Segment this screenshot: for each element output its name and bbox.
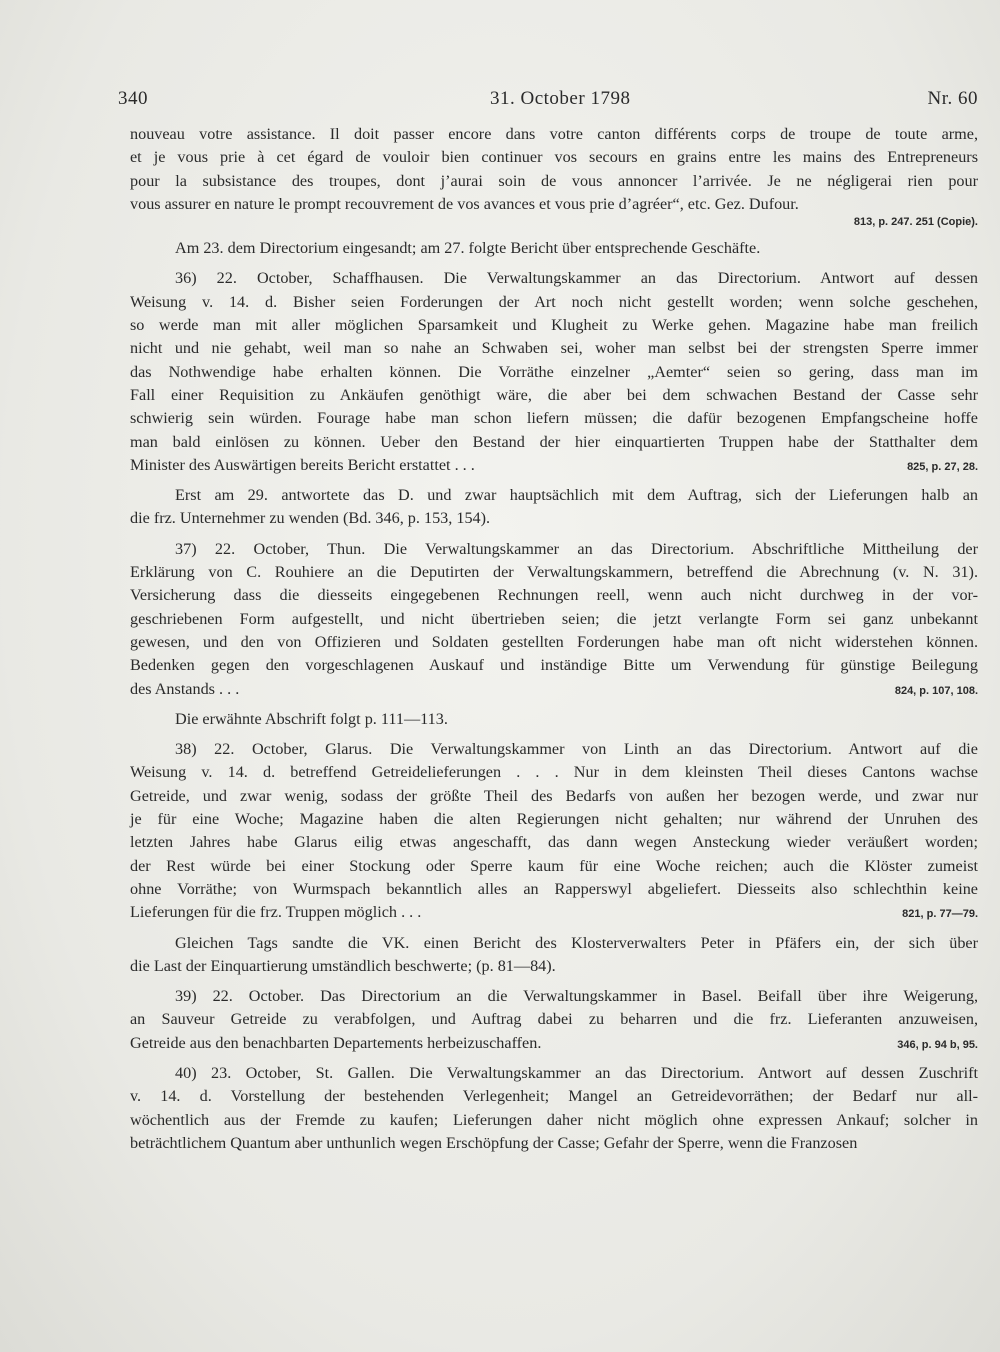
paragraph — [130, 1062, 978, 1155]
archive-reference: 825, p. 27, 28. — [907, 460, 978, 473]
archive-reference: 821, p. 77—79. — [902, 908, 978, 921]
text-line: Gleichen Tags sandte die VK. einen Bericht des Klosterverwalters Peter in Pfäfers ein, der sich über — [175, 933, 978, 952]
paragraph — [130, 985, 978, 1055]
text-line: Getreide aus den benachbarten Departements herbeizuschaffen. 346, p. 94 b, 95. — [130, 1032, 978, 1055]
text-line: ohne Vorräthe; von Wurmspach bekanntlich alles an Rapperswyl abgeliefert. Diesseits also schlechthin keine — [130, 879, 978, 898]
header-date: 31. October 1798 — [490, 88, 631, 109]
archive-reference: 813, p. 247. 251 (Copie). — [853, 216, 978, 229]
paragraph — [130, 123, 978, 230]
text-line: Fall einer Requisition zu Ankäufen genöthigt wäre, die aber bei dem schwachen Bestand der Casse sehr — [130, 385, 978, 404]
archive-reference: 346, p. 94 b, 95. — [897, 1038, 978, 1051]
paragraph — [130, 708, 978, 731]
text-line: an Sauveur Getreide zu verabfolgen, und Auftrag dabei zu beharren und die frz. Lieferanten anzuweisen, — [130, 1010, 978, 1029]
paragraph — [130, 932, 978, 979]
text-line: die Last der Einquartierung umständlich beschwerte; (p. 81—84). — [130, 956, 556, 975]
text-line: Am 23. dem Directorium eingesandt; am 27. folgte Bericht über entsprechende Geschäfte. — [175, 239, 761, 258]
page-number: 340 — [118, 88, 148, 109]
text-line: der Rest würde bei einer Stockung oder Sperre kaum für eine Woche reichen; auch die Klöster zumeist — [130, 856, 978, 875]
text-line: v. 14. d. Vorstellung der bestehenden Verlegenheit; Mangel an Getreidevorräthen; der Bedarf nur all- — [130, 1087, 978, 1106]
paragraph — [130, 267, 978, 477]
paragraph — [130, 738, 978, 924]
text-line: Versicherung dass die diesseits eingegebenen Rechnungen reell, wenn auch nicht durchweg in der vor- — [130, 586, 978, 605]
text-line: Erst am 29. antwortete das D. und zwar hauptsächlich mit dem Auftrag, sich der Lieferungen halb an — [175, 486, 978, 505]
running-header — [118, 88, 978, 114]
page-body — [130, 123, 978, 1155]
text-line: beträchtlichem Quantum aber unthunlich wegen Erschöpfung der Casse; Gefahr der Sperre, wenn die Franzosen — [130, 1133, 858, 1152]
text-line: so werde man mit aller möglichen Sparsamkeit und Klugheit zu Werke gehen. Magazine habe man freilich — [130, 316, 978, 335]
text-line: Bedenken gegen den vorgeschlagenen Auskauf und inständige Bitte um Verwendung für günstige Beilegung — [130, 656, 978, 675]
text-line: Getreide, und zwar wenig, sodass der größte Theil des Bedarfs von außen her bezogen werde, und zwar nur — [130, 786, 978, 805]
archive-reference: 824, p. 107, 108. — [894, 684, 978, 697]
text-line: Weisung v. 14. d. Bisher seien Forderungen der Art noch nicht gestellt worden; wenn solche geschehen, — [130, 292, 978, 311]
document-number: Nr. 60 — [927, 88, 978, 109]
text-line: 39) 22. October. Das Directorium an die Verwaltungskammer in Basel. Beifall über ihre Weigerung, — [175, 987, 978, 1006]
text-line: Die erwähnte Abschrift folgt p. 111—113. — [175, 709, 448, 728]
text-line: Erklärung von C. Rouhiere an die Deputirten der Verwaltungskammern, betreffend die Abrechnung (v. N. 31). — [130, 563, 978, 582]
text-line: das Nothwendige habe erhalten können. Die Vorräthe einzelner „Aemter“ seien so gering, dass man im — [130, 362, 978, 381]
text-line: Weisung v. 14. d. betreffend Getreidelieferungen . . . Nur in dem kleinsten Theil dieses Cantons wachse — [130, 763, 978, 782]
paragraph — [130, 237, 978, 260]
text-line: Minister des Auswärtigen bereits Bericht erstattet . . . 825, p. 27, 28. — [130, 454, 978, 477]
paragraph — [130, 538, 978, 701]
text-line: schwierig sein würden. Fourage habe man schon liefern müssen; die dafür bezogenen Empfangscheine hoffe — [130, 409, 978, 428]
text-line: pour la subsistance des troupes, dont j’aurai soin de vous annoncer l’arrivée. Je ne négligerai rien pour — [130, 171, 978, 190]
text-line: wöchentlich aus der Fremde zu kaufen; Lieferungen daher nicht möglich ohne expressen Ankauf; solcher in — [130, 1110, 978, 1129]
text-line: nouveau votre assistance. Il doit passer encore dans votre canton différents corps de troupe de toute arme, — [130, 125, 978, 143]
text-line: je für eine Woche; Magazine haben die alten Regierungen nicht gehalten; nur während der Unruhen des — [130, 810, 978, 829]
text-line: geschriebenen Form aufgestellt, und nicht übertrieben seien; die jetzt verlangte Form sei ganz unbekannt — [130, 609, 978, 628]
paragraph — [130, 484, 978, 531]
text-line: Lieferungen für die frz. Truppen möglich . . . 821, p. 77—79. — [130, 901, 978, 924]
text-line: letzten Jahres habe Glarus eilig etwas angeschafft, das dann wegen Ansteckung wieder veräußert worden; — [130, 833, 978, 852]
text-line: man bald einlösen zu können. Ueber den Bestand der hier einquartierten Truppen habe der Statthalter dem — [130, 432, 978, 451]
text-line: 36) 22. October, Schaffhausen. Die Verwaltungskammer an das Directorium. Antwort auf dessen — [175, 269, 978, 288]
text-line: die frz. Unternehmer zu wenden (Bd. 346, p. 153, 154). — [130, 509, 491, 528]
text-line: 37) 22. October, Thun. Die Verwaltungskammer an das Directorium. Abschriftliche Mittheilung der — [175, 539, 978, 558]
text-line: nicht und nie gehabt, weil man so nahe an Schwaben sei, woher man selbst bei der strengsten Sperre immer — [130, 339, 978, 358]
text-line: 40) 23. October, St. Gallen. Die Verwaltungskammer an das Directorium. Antwort auf dessen Zuschrift — [175, 1063, 978, 1082]
text-line: gewesen, und den von Offizieren und Soldaten gestellten Forderungen habe man oft nicht widerstehen können. — [130, 632, 978, 651]
text-line: des Anstands . . . 824, p. 107, 108. — [130, 678, 978, 701]
text-line: et je vous prie à cet égard de vouloir bien continuer vos secours en grains entre les mains des Entrepreneurs — [130, 148, 978, 167]
text-line: vous assurer en nature le prompt recouvrement de vos avances et vous prie d’agréer“, etc. Gez. Dufour. — [130, 194, 799, 213]
text-line: 38) 22. October, Glarus. Die Verwaltungskammer von Linth an das Directorium. Antwort auf die — [175, 740, 978, 759]
